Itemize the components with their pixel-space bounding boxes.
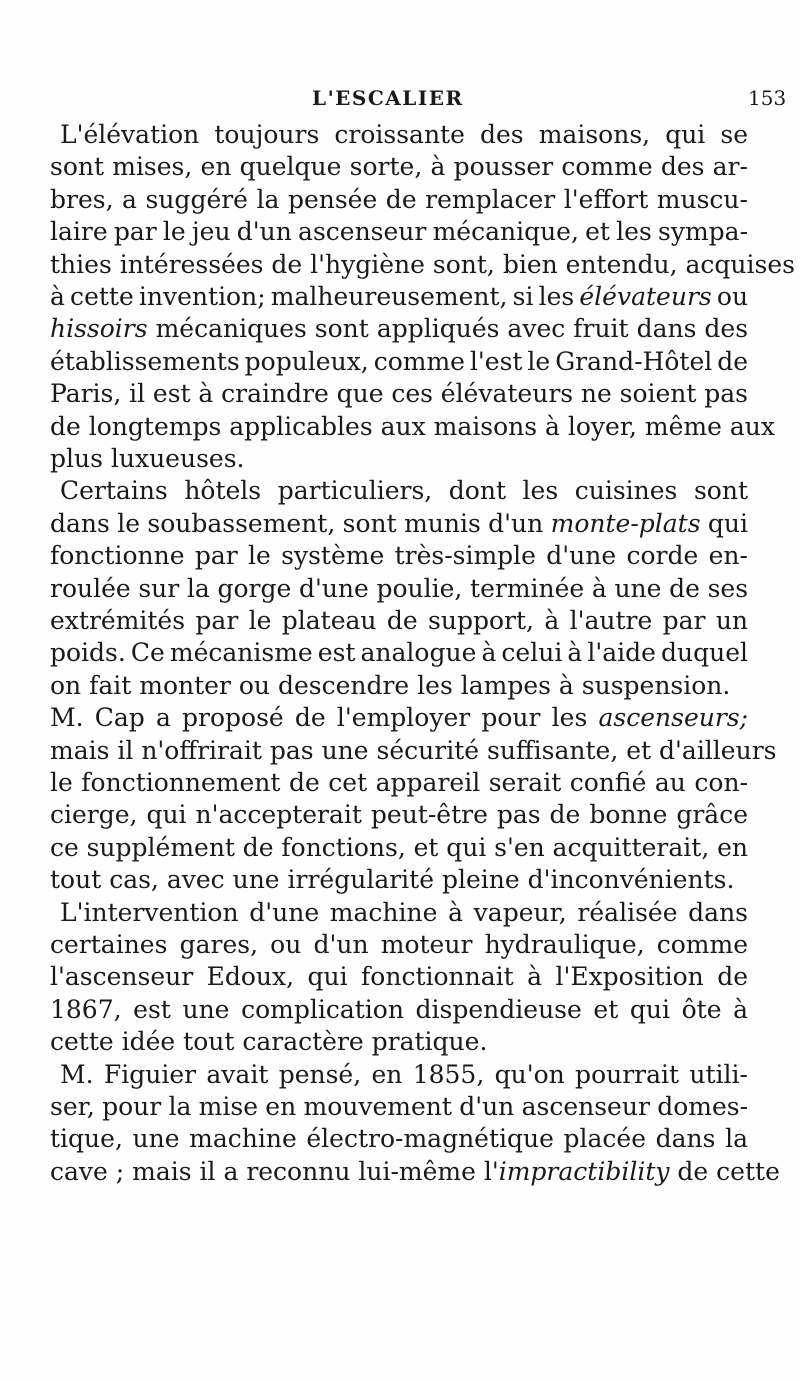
running-head <box>0 86 800 116</box>
text-line <box>60 1059 748 1091</box>
line-text: dans le soubassement, sont munis d'un <box>50 509 551 538</box>
page-number: 153 <box>748 86 787 110</box>
italic-term: élévateurs <box>579 282 712 311</box>
text-line <box>50 832 748 864</box>
line-text: bres, a suggéré la pensée de remplacer l'effort muscu- <box>50 185 748 214</box>
text-line <box>50 1091 748 1123</box>
text-line <box>50 670 730 702</box>
italic-term: impractibility <box>498 1157 670 1186</box>
text-line <box>50 1156 780 1188</box>
line-text: cave ; mais il a reconnu lui-même l' <box>50 1157 499 1186</box>
line-text: ou <box>711 282 749 311</box>
text-line <box>50 605 748 637</box>
text-line <box>50 799 748 831</box>
line-text: Certains hôtels particuliers, dont les cuisines sont <box>60 476 748 505</box>
text-line <box>50 346 748 378</box>
text-line <box>50 637 748 669</box>
text-line <box>50 249 795 281</box>
text-line <box>50 281 748 313</box>
text-line <box>50 929 748 961</box>
text-line <box>50 1123 748 1155</box>
text-line <box>60 119 748 151</box>
line-text: Paris, il est à craindre que ces élévateurs ne soient pas <box>50 379 748 408</box>
text-line <box>50 702 748 734</box>
line-text: de cette <box>669 1157 780 1186</box>
text-line <box>50 540 748 572</box>
line-text: de longtemps applicables aux maisons à loyer, même aux <box>50 412 775 441</box>
text-line <box>60 897 748 929</box>
line-text: laire par le jeu d'un ascenseur mécanique, et les sympa- <box>50 217 749 246</box>
line-text: M. Cap a proposé de l'employer pour les <box>50 703 599 732</box>
line-text: qui <box>700 509 749 538</box>
line-text: sont mises, en quelque sorte, à pousser comme des ar- <box>50 152 748 181</box>
line-text: le fonctionnement de cet appareil serait confié au con- <box>50 768 749 797</box>
text-line <box>50 313 748 345</box>
line-text: plus luxueuses. <box>50 444 245 473</box>
text-line <box>50 1026 487 1058</box>
italic-term: hissoirs <box>50 314 148 343</box>
line-text: cierge, qui n'accepterait peut-être pas de bonne grâce <box>50 800 748 829</box>
line-text: L'élévation toujours croissante des maisons, qui se <box>60 120 749 149</box>
line-text: l'ascenseur Edoux, qui fonctionnait à l'Exposition de <box>50 962 748 991</box>
text-line <box>50 735 776 767</box>
line-text: cette idée tout caractère pratique. <box>50 1027 488 1056</box>
line-text: ce supplément de fonctions, et qui s'en acquitterait, en <box>50 833 748 862</box>
line-text: certaines gares, ou d'un moteur hydraulique, comme <box>50 930 749 959</box>
line-text: tout cas, avec une irrégularité pleine d'inconvénients. <box>50 865 735 894</box>
line-text: roulée sur la gorge d'une poulie, terminée à une de ses <box>50 574 749 603</box>
line-text: mais il n'offrirait pas une sécurité suffisante, et d'ailleurs <box>50 736 777 765</box>
italic-term: ascenseurs; <box>598 703 749 732</box>
text-line <box>50 994 748 1026</box>
line-text: 1867, est une complication dispendieuse et qui ôte à <box>50 995 749 1024</box>
text-line <box>60 475 748 507</box>
line-text: extrémités par le plateau de support, à l'autre par un <box>50 606 749 635</box>
text-line <box>50 184 748 216</box>
text-line <box>50 864 734 896</box>
text-line <box>50 767 748 799</box>
line-text: tique, une machine électro-magnétique placée dans la <box>50 1124 749 1153</box>
line-text: M. Figuier avait pensé, en 1855, qu'on pourrait utili- <box>60 1060 748 1089</box>
text-line <box>50 378 748 410</box>
line-text: ser, pour la mise en mouvement d'un ascenseur domes- <box>50 1092 749 1121</box>
line-text: fonctionne par le système très-simple d'une corde en- <box>50 541 748 570</box>
line-text: on fait monter ou descendre les lampes à suspension. <box>50 671 731 700</box>
line-text: L'intervention d'une machine à vapeur, réalisée dans <box>60 898 748 927</box>
text-line <box>50 216 748 248</box>
text-line <box>50 411 775 443</box>
line-text: poids. Ce mécanisme est analogue à celui à l'aide duquel <box>50 638 748 667</box>
line-text: établissements populeux, comme l'est le Grand-Hôtel de <box>50 347 749 376</box>
text-line <box>50 151 748 183</box>
text-line <box>50 508 748 540</box>
line-text: thies intéressées de l'hygiène sont, bien entendu, acquises <box>50 250 795 279</box>
line-text: à cette invention; malheureusement, si les <box>50 282 580 311</box>
running-title: L'ESCALIER <box>312 86 464 110</box>
text-line <box>50 961 748 993</box>
italic-term: monte-plats <box>550 509 701 538</box>
line-text: mécaniques sont appliqués avec fruit dans des <box>147 314 749 343</box>
text-line <box>50 573 748 605</box>
text-line <box>50 443 244 475</box>
